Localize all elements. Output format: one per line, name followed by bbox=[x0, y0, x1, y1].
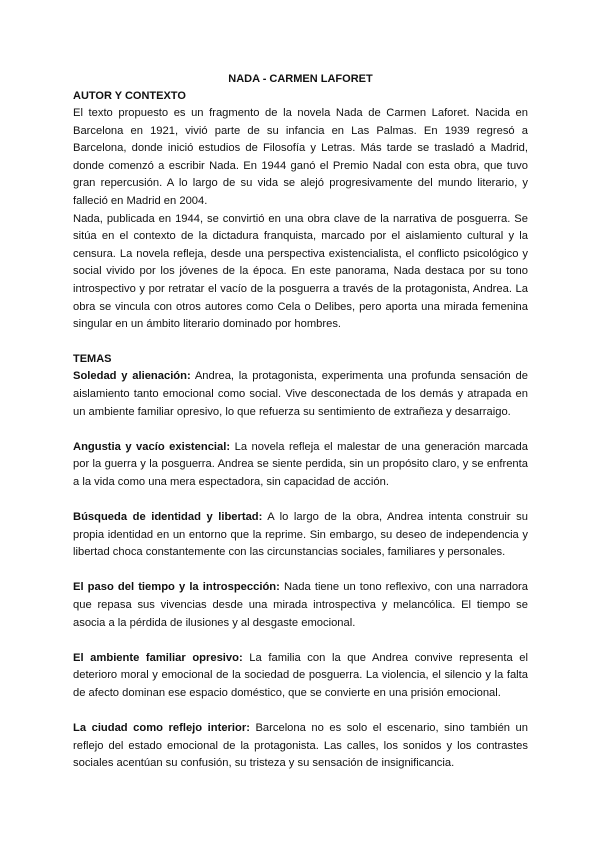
theme-text: Barcelona no es solo el escenario, sino también un reflejo del estado emocional de la protagonista. Las calles, los sonidos y los contrastes sociales acentúan su confusión, su tristeza y su sensación de insignificancia. bbox=[73, 722, 529, 770]
theme-title: Angustia y vacío existencial: bbox=[73, 440, 231, 453]
theme-angustia bbox=[73, 439, 528, 492]
theme-tiempo bbox=[73, 579, 528, 632]
theme-title: La ciudad como reflejo interior: bbox=[73, 722, 250, 735]
paragraph-author-biography: El texto propuesto es un fragmento de la novela Nada de Carmen Laforet. Nacida en Barcelona en 1921, vivió parte de su infancia en Las Palmas. En 1939 regresó a Barcelona, donde inició estudios de Filosofía y Letras. Más tarde se trasladó a Madrid, donde comenzó a escribir Nada. En 1944 ganó el Premio Nadal con esta obra, que tuvo gran repercusión. A lo largo de su vida se alejó progresivamente del mundo literario, y falleció en Madrid en 2004. bbox=[73, 107, 528, 207]
theme-spacer bbox=[73, 562, 528, 580]
section-themes bbox=[73, 351, 528, 773]
theme-title: El ambiente familiar opresivo: bbox=[73, 651, 243, 664]
section-heading-author-context: AUTOR Y CONTEXTO bbox=[73, 90, 186, 102]
theme-text: Nada tiene un tono reflexivo, con una narradora que repasa sus vivencias desde una mirada introspectiva y melancólica. El tiempo se asocia a la pérdida de ilusiones y al desgaste emocional. bbox=[73, 581, 528, 629]
document-title: NADA - CARMEN LAFORET bbox=[228, 73, 373, 85]
theme-spacer bbox=[73, 421, 528, 439]
theme-title: Soledad y alienación: bbox=[73, 370, 191, 383]
theme-ciudad bbox=[73, 720, 528, 773]
theme-title: Búsqueda de identidad y libertad: bbox=[73, 511, 263, 524]
section-author-context bbox=[73, 88, 528, 334]
theme-text: Andrea, la protagonista, experimenta una profunda sensación de aislamiento tanto emocional como social. Vive desconectada de los demás y atrapada en un ambiente familiar opresivo, lo que refuerza su sentimiento de extrañeza y desarraigo. bbox=[73, 370, 528, 418]
theme-soledad bbox=[73, 368, 528, 421]
theme-spacer bbox=[73, 632, 528, 650]
theme-spacer bbox=[73, 703, 528, 721]
section-spacer bbox=[73, 334, 528, 352]
theme-title: El paso del tiempo y la introspección: bbox=[73, 581, 280, 594]
section-heading-themes: TEMAS bbox=[73, 353, 112, 366]
paragraph-work-context: Nada, publicada en 1944, se convirtió en una obra clave de la narrativa de posguerra. Se sitúa en el contexto de la dictadura franquista, marcado por el aislamiento cultural y la censura. La novela refleja, desde una perspectiva existencialista, el conflicto psicológico y social vivido por los jóvenes de la época. En este panorama, Nada destaca por su tono introspectivo y por retratar el vacío de la posguerra a través de la protagonista, Andrea. La obra se vincula con otros autores como Cela o Delibes, pero aporta una mirada femenina singular en un ámbito literario dominado por hombres. bbox=[73, 212, 528, 331]
theme-text: A lo largo de la obra, Andrea intenta construir su propia identidad en un entorno que la reprime. Sin embargo, su deseo de independencia y libertad choca constantemente con las circunstancias sociales, familiares y personales. bbox=[73, 511, 528, 559]
theme-text: La familia con la que Andrea convive representa el deterioro moral y emocional de la sociedad de posguerra. La violencia, el silencio y la falta de afecto dominan ese espacio doméstico, que se convierte en una prisión emocional. bbox=[73, 651, 528, 699]
theme-text: La novela refleja el malestar de una generación marcada por la guerra y la posguerra. Andrea se siente perdida, sin un propósito claro, y se enfrenta a la vida como una mera espectadora, sin capacidad de acción. bbox=[73, 440, 528, 488]
theme-familia bbox=[73, 650, 528, 703]
theme-identidad bbox=[73, 509, 528, 562]
document-page bbox=[73, 71, 528, 773]
theme-spacer bbox=[73, 491, 528, 509]
